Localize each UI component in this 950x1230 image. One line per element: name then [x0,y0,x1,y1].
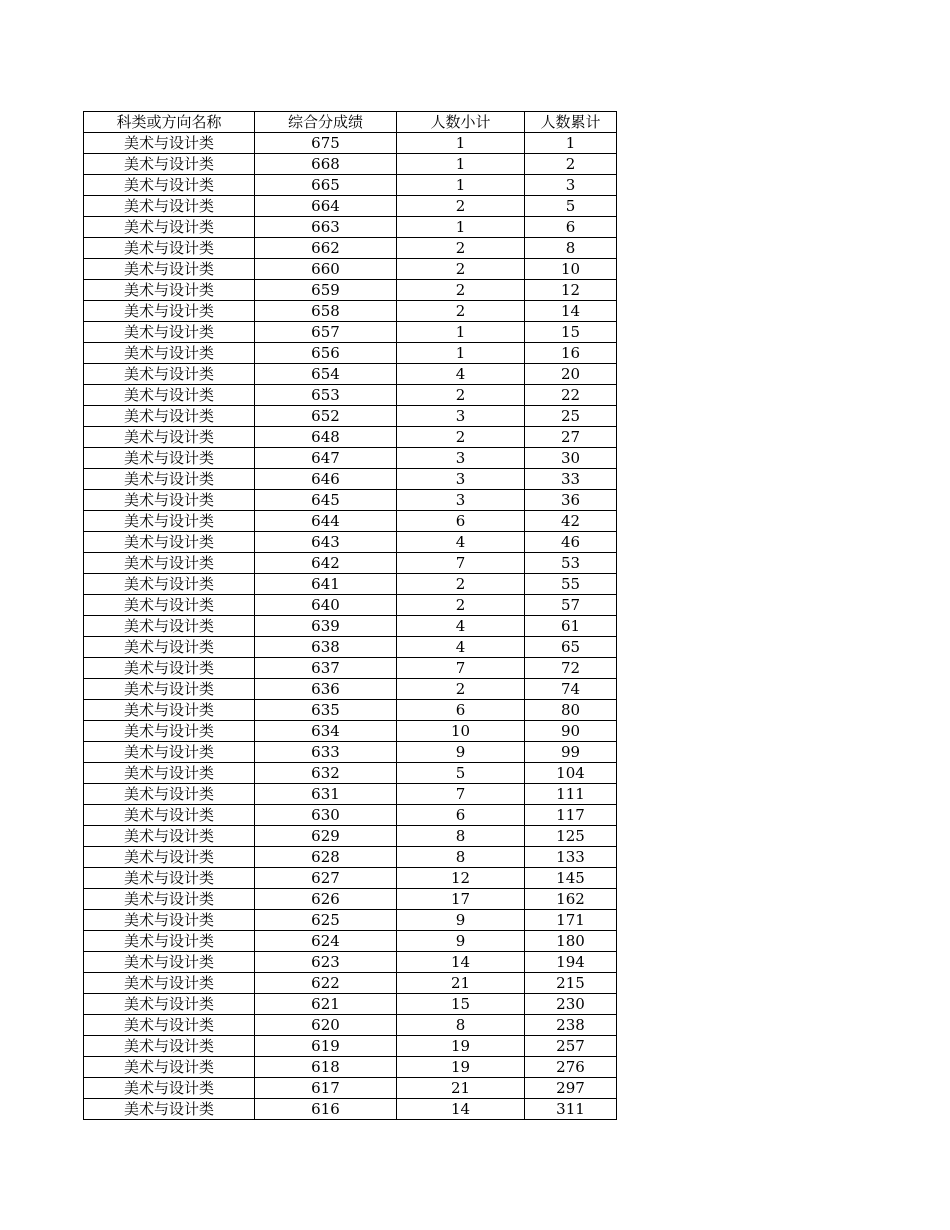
cell-cumulative: 33 [525,469,617,490]
cell-cumulative: 27 [525,427,617,448]
table-row [84,364,617,385]
cell-category: 美术与设计类 [84,679,255,700]
cell-score: 668 [255,154,397,175]
cell-count: 1 [397,154,525,175]
table-row [84,889,617,910]
cell-count: 21 [397,973,525,994]
cell-score: 628 [255,847,397,868]
cell-category: 美术与设计类 [84,280,255,301]
cell-cumulative: 30 [525,448,617,469]
cell-score: 621 [255,994,397,1015]
table-row [84,133,617,154]
cell-count: 4 [397,364,525,385]
table-row [84,721,617,742]
table-row [84,826,617,847]
cell-category: 美术与设计类 [84,763,255,784]
cell-score: 633 [255,742,397,763]
cell-cumulative: 16 [525,343,617,364]
table-row [84,448,617,469]
cell-count: 2 [397,574,525,595]
cell-category: 美术与设计类 [84,175,255,196]
cell-cumulative: 55 [525,574,617,595]
cell-category: 美术与设计类 [84,133,255,154]
cell-count: 2 [397,679,525,700]
cell-category: 美术与设计类 [84,637,255,658]
cell-cumulative: 111 [525,784,617,805]
table-row [84,616,617,637]
table-row [84,973,617,994]
cell-cumulative: 117 [525,805,617,826]
table-row [84,679,617,700]
cell-score: 620 [255,1015,397,1036]
table-row [84,553,617,574]
cell-cumulative: 6 [525,217,617,238]
cell-score: 645 [255,490,397,511]
cell-count: 19 [397,1057,525,1078]
cell-cumulative: 162 [525,889,617,910]
cell-category: 美术与设计类 [84,322,255,343]
cell-score: 648 [255,427,397,448]
cell-score: 617 [255,1078,397,1099]
cell-category: 美术与设计类 [84,700,255,721]
table-row [84,1015,617,1036]
table-row [84,427,617,448]
cell-count: 14 [397,952,525,973]
cell-cumulative: 65 [525,637,617,658]
table-row [84,1057,617,1078]
cell-score: 644 [255,511,397,532]
cell-cumulative: 53 [525,553,617,574]
cell-count: 8 [397,1015,525,1036]
cell-cumulative: 276 [525,1057,617,1078]
cell-count: 3 [397,469,525,490]
cell-score: 625 [255,910,397,931]
cell-category: 美术与设计类 [84,595,255,616]
cell-score: 626 [255,889,397,910]
cell-category: 美术与设计类 [84,784,255,805]
cell-cumulative: 72 [525,658,617,679]
table-row [84,784,617,805]
cell-count: 17 [397,889,525,910]
cell-category: 美术与设计类 [84,259,255,280]
table-row [84,259,617,280]
cell-score: 652 [255,406,397,427]
cell-count: 3 [397,406,525,427]
cell-score: 639 [255,616,397,637]
cell-category: 美术与设计类 [84,931,255,952]
cell-cumulative: 171 [525,910,617,931]
cell-category: 美术与设计类 [84,217,255,238]
cell-count: 8 [397,826,525,847]
cell-category: 美术与设计类 [84,238,255,259]
table-row [84,154,617,175]
cell-cumulative: 145 [525,868,617,889]
cell-count: 1 [397,343,525,364]
cell-count: 7 [397,658,525,679]
cell-category: 美术与设计类 [84,889,255,910]
cell-cumulative: 104 [525,763,617,784]
cell-count: 1 [397,175,525,196]
cell-score: 638 [255,637,397,658]
header-count: 人数小计 [397,112,525,133]
cell-cumulative: 2 [525,154,617,175]
cell-cumulative: 180 [525,931,617,952]
cell-score: 627 [255,868,397,889]
table-row [84,595,617,616]
cell-score: 658 [255,301,397,322]
cell-count: 6 [397,700,525,721]
cell-score: 635 [255,700,397,721]
cell-count: 2 [397,280,525,301]
cell-category: 美术与设计类 [84,490,255,511]
cell-category: 美术与设计类 [84,511,255,532]
table-row [84,637,617,658]
table-row [84,700,617,721]
cell-score: 642 [255,553,397,574]
cell-score: 629 [255,826,397,847]
cell-category: 美术与设计类 [84,973,255,994]
cell-cumulative: 311 [525,1099,617,1120]
table-row [84,1036,617,1057]
cell-category: 美术与设计类 [84,1099,255,1120]
cell-score: 647 [255,448,397,469]
cell-score: 643 [255,532,397,553]
cell-cumulative: 8 [525,238,617,259]
table-header [84,112,617,133]
table-row [84,763,617,784]
cell-cumulative: 238 [525,1015,617,1036]
cell-count: 1 [397,133,525,154]
header-row [84,112,617,133]
cell-category: 美术与设计类 [84,364,255,385]
cell-category: 美术与设计类 [84,196,255,217]
cell-score: 663 [255,217,397,238]
cell-cumulative: 257 [525,1036,617,1057]
cell-score: 641 [255,574,397,595]
table-row [84,1099,617,1120]
cell-count: 7 [397,784,525,805]
table-row [84,490,617,511]
cell-count: 21 [397,1078,525,1099]
table-row [84,952,617,973]
cell-cumulative: 14 [525,301,617,322]
cell-cumulative: 297 [525,1078,617,1099]
cell-score: 646 [255,469,397,490]
cell-score: 654 [255,364,397,385]
cell-score: 622 [255,973,397,994]
cell-category: 美术与设计类 [84,427,255,448]
cell-count: 2 [397,427,525,448]
cell-count: 4 [397,637,525,658]
table-row [84,574,617,595]
cell-cumulative: 215 [525,973,617,994]
table-body [84,133,617,1120]
cell-category: 美术与设计类 [84,448,255,469]
table-row [84,658,617,679]
cell-cumulative: 74 [525,679,617,700]
cell-category: 美术与设计类 [84,154,255,175]
table-row [84,1078,617,1099]
cell-category: 美术与设计类 [84,847,255,868]
table-row [84,322,617,343]
cell-score: 653 [255,385,397,406]
cell-count: 7 [397,553,525,574]
cell-count: 4 [397,532,525,553]
cell-score: 659 [255,280,397,301]
cell-score: 636 [255,679,397,700]
cell-cumulative: 42 [525,511,617,532]
header-cumulative: 人数累计 [525,112,617,133]
cell-count: 19 [397,1036,525,1057]
cell-category: 美术与设计类 [84,826,255,847]
table-row [84,910,617,931]
cell-count: 15 [397,994,525,1015]
cell-count: 9 [397,742,525,763]
table-row [84,469,617,490]
cell-category: 美术与设计类 [84,385,255,406]
cell-count: 2 [397,196,525,217]
cell-count: 10 [397,721,525,742]
table-row [84,406,617,427]
cell-category: 美术与设计类 [84,301,255,322]
cell-score: 665 [255,175,397,196]
table-row [84,280,617,301]
cell-score: 616 [255,1099,397,1120]
cell-cumulative: 36 [525,490,617,511]
cell-cumulative: 1 [525,133,617,154]
cell-score: 632 [255,763,397,784]
cell-cumulative: 61 [525,616,617,637]
cell-score: 623 [255,952,397,973]
cell-category: 美术与设计类 [84,616,255,637]
cell-category: 美术与设计类 [84,1036,255,1057]
cell-count: 6 [397,511,525,532]
table-row [84,196,617,217]
cell-category: 美术与设计类 [84,469,255,490]
cell-count: 12 [397,868,525,889]
cell-category: 美术与设计类 [84,658,255,679]
cell-cumulative: 90 [525,721,617,742]
cell-count: 1 [397,217,525,238]
cell-cumulative: 22 [525,385,617,406]
cell-category: 美术与设计类 [84,553,255,574]
cell-category: 美术与设计类 [84,574,255,595]
table-row [84,847,617,868]
cell-cumulative: 3 [525,175,617,196]
cell-category: 美术与设计类 [84,1057,255,1078]
cell-category: 美术与设计类 [84,721,255,742]
cell-category: 美术与设计类 [84,952,255,973]
cell-score: 662 [255,238,397,259]
cell-score: 675 [255,133,397,154]
cell-category: 美术与设计类 [84,742,255,763]
table-row [84,385,617,406]
cell-cumulative: 10 [525,259,617,280]
score-distribution-table [83,111,617,1120]
header-score: 综合分成绩 [255,112,397,133]
cell-count: 9 [397,910,525,931]
cell-count: 2 [397,385,525,406]
cell-count: 2 [397,238,525,259]
cell-count: 3 [397,448,525,469]
cell-score: 630 [255,805,397,826]
cell-cumulative: 80 [525,700,617,721]
cell-score: 619 [255,1036,397,1057]
cell-cumulative: 12 [525,280,617,301]
table-row [84,511,617,532]
table-row [84,742,617,763]
cell-cumulative: 15 [525,322,617,343]
cell-cumulative: 125 [525,826,617,847]
cell-score: 656 [255,343,397,364]
cell-score: 618 [255,1057,397,1078]
cell-count: 8 [397,847,525,868]
cell-count: 1 [397,322,525,343]
cell-category: 美术与设计类 [84,868,255,889]
cell-score: 664 [255,196,397,217]
cell-count: 4 [397,616,525,637]
cell-score: 637 [255,658,397,679]
cell-cumulative: 194 [525,952,617,973]
cell-count: 2 [397,259,525,280]
cell-cumulative: 46 [525,532,617,553]
cell-score: 624 [255,931,397,952]
cell-category: 美术与设计类 [84,805,255,826]
cell-cumulative: 230 [525,994,617,1015]
cell-count: 2 [397,595,525,616]
table-row [84,238,617,259]
table-row [84,343,617,364]
cell-count: 5 [397,763,525,784]
cell-cumulative: 5 [525,196,617,217]
cell-cumulative: 133 [525,847,617,868]
cell-count: 14 [397,1099,525,1120]
table-row [84,931,617,952]
cell-category: 美术与设计类 [84,343,255,364]
cell-score: 634 [255,721,397,742]
table-row [84,994,617,1015]
cell-count: 2 [397,301,525,322]
header-category: 科类或方向名称 [84,112,255,133]
cell-category: 美术与设计类 [84,1015,255,1036]
table-row [84,532,617,553]
table-row [84,868,617,889]
cell-category: 美术与设计类 [84,406,255,427]
table-row [84,301,617,322]
cell-category: 美术与设计类 [84,532,255,553]
cell-count: 9 [397,931,525,952]
cell-score: 631 [255,784,397,805]
cell-count: 3 [397,490,525,511]
table-row [84,175,617,196]
cell-score: 657 [255,322,397,343]
cell-category: 美术与设计类 [84,910,255,931]
cell-score: 640 [255,595,397,616]
cell-cumulative: 25 [525,406,617,427]
table-row [84,217,617,238]
cell-cumulative: 57 [525,595,617,616]
cell-cumulative: 20 [525,364,617,385]
cell-count: 6 [397,805,525,826]
cell-score: 660 [255,259,397,280]
cell-cumulative: 99 [525,742,617,763]
cell-category: 美术与设计类 [84,1078,255,1099]
table-row [84,805,617,826]
cell-category: 美术与设计类 [84,994,255,1015]
